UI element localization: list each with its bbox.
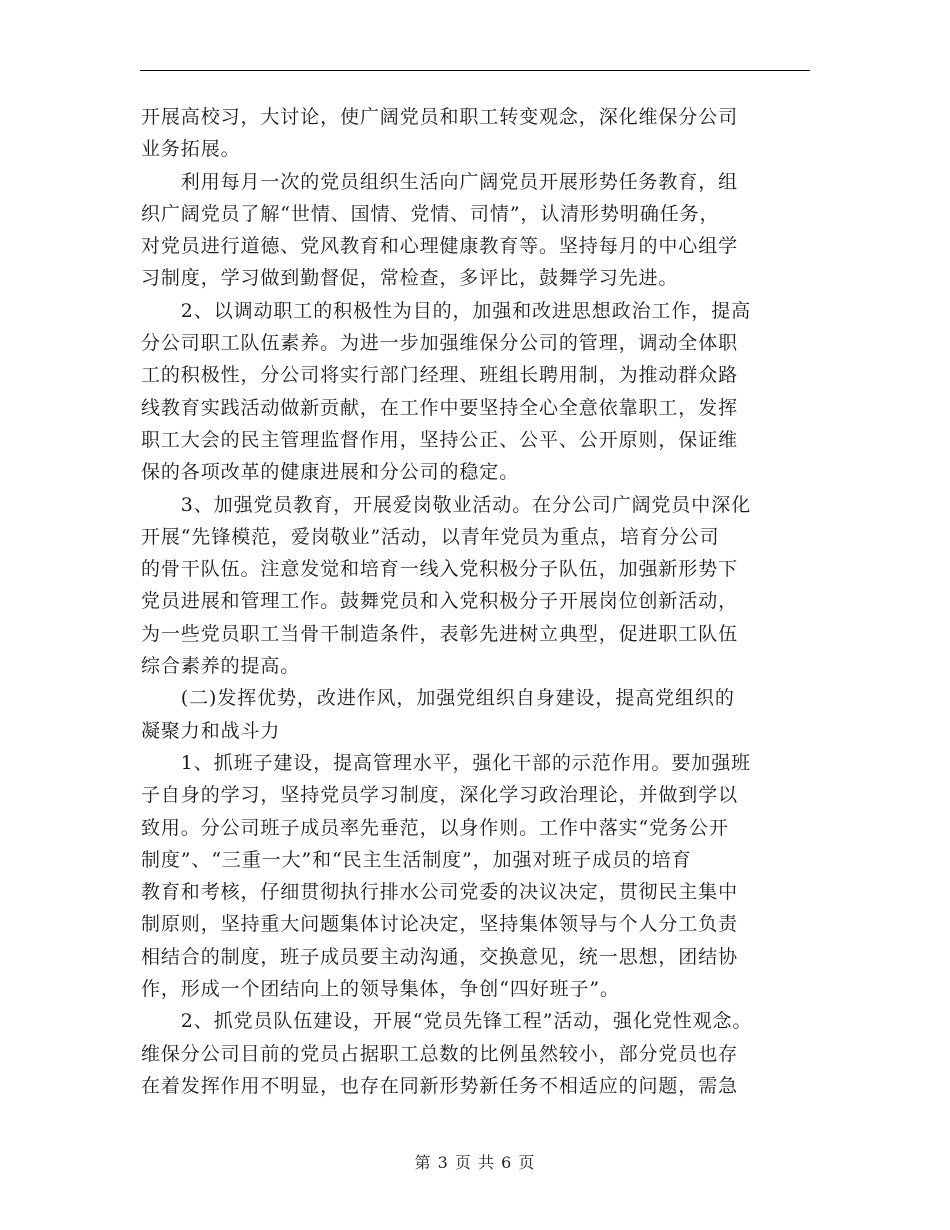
text-line: 2、抓党员队伍建设，开展“党员先锋工程”活动，强化党性观念。: [141, 1010, 753, 1033]
text-line: 利用每月一次的党员组织生活向广阔党员开展形势任务教育，组: [141, 170, 739, 193]
text-line: 的骨干队伍。注意发觉和培育一线入党积极分子队伍，加强新形势下: [141, 558, 739, 581]
text-line: 开展高校习，大讨论，使广阔党员和职工转变观念，深化维保分公司: [141, 106, 739, 128]
text-line: 织广阔党员了解“世情、国情、党情、司情”，认清形势明确任务，: [141, 202, 720, 225]
text-line: 1、抓班子建设，提高管理水平，强化干部的示范作用。要加强班: [141, 751, 751, 774]
text-line: 分公司职工队伍素养。为进一步加强维保分公司的管理，调动全体职: [141, 332, 739, 355]
text-line: 2、以调动职工的积极性为目的，加强和改进思想政治工作，提高: [141, 299, 751, 322]
text-line: 制原则，坚持重大问题集体讨论决定，坚持集体领导与个人分工负责: [141, 913, 739, 936]
text-line: 子自身的学习，坚持党员学习制度，深化学习政治理论，并做到学以: [141, 784, 739, 807]
text-line: 习制度，学习做到勤督促，常检查，多评比，鼓舞学习先进。: [141, 267, 679, 290]
text-line: 教育和考核，仔细贯彻执行排水公司党委的决议决定，贯彻民主集中: [141, 881, 739, 904]
text-line: 致用。分公司班子成员率先垂范，以身作则。工作中落实“党务公开: [141, 816, 729, 839]
text-line: 保的各项改革的健康进展和分公司的稳定。: [141, 461, 520, 484]
page-footer: 第 3 页 共 6 页: [414, 1153, 536, 1172]
text-line: 党员进展和管理工作。鼓舞党员和入党积极分子开展岗位创新活动，: [141, 590, 739, 613]
text-line: 制度”、“三重一大”和“民主生活制度”，加强对班子成员的培育: [141, 848, 692, 871]
header-rule: [140, 70, 810, 71]
text-line: 相结合的制度，班子成员要主动沟通，交换意见，统一思想，团结协: [141, 945, 739, 968]
text-line: 作，形成一个团结向上的领导集体，争创“四好班子”。: [141, 978, 620, 1001]
text-line: 业务拓展。: [141, 138, 241, 161]
body-text: [141, 101, 821, 1102]
text-line: 在着发挥作用不明显，也存在同新形势新任务不相适应的问题，需急: [141, 1074, 739, 1097]
text-line: 为一些党员职工当骨干制造条件，表彰先进树立典型，促进职工队伍: [141, 622, 739, 645]
text-line: 开展“先锋模范，爱岗敬业”活动，以青年党员为重点，培育分公司: [141, 525, 720, 548]
text-line: 维保分公司目前的党员占据职工总数的比例虽然较小，部分党员也存: [141, 1042, 739, 1065]
text-line: (二)发挥优势，改进作风，加强党组织自身建设，提高党组织的: [141, 687, 735, 710]
text-line: 凝聚力和战斗力: [141, 719, 281, 742]
text-line: 职工大会的民主管理监督作用，坚持公正、公平、公开原则，保证维: [141, 428, 739, 451]
text-line: 工的积极性，分公司将实行部门经理、班组长聘用制，为推动群众路: [141, 364, 739, 387]
text-line: 对党员进行道德、党风教育和心理健康教育等。坚持每月的中心组学: [141, 235, 739, 258]
text-line: 综合素养的提高。: [141, 655, 301, 678]
text-line: 线教育实践活动做新贡献，在工作中要坚持全心全意依靠职工，发挥: [141, 396, 739, 419]
text-line: 3、加强党员教育，开展爱岗敬业活动。在分公司广阔党员中深化: [141, 493, 751, 516]
